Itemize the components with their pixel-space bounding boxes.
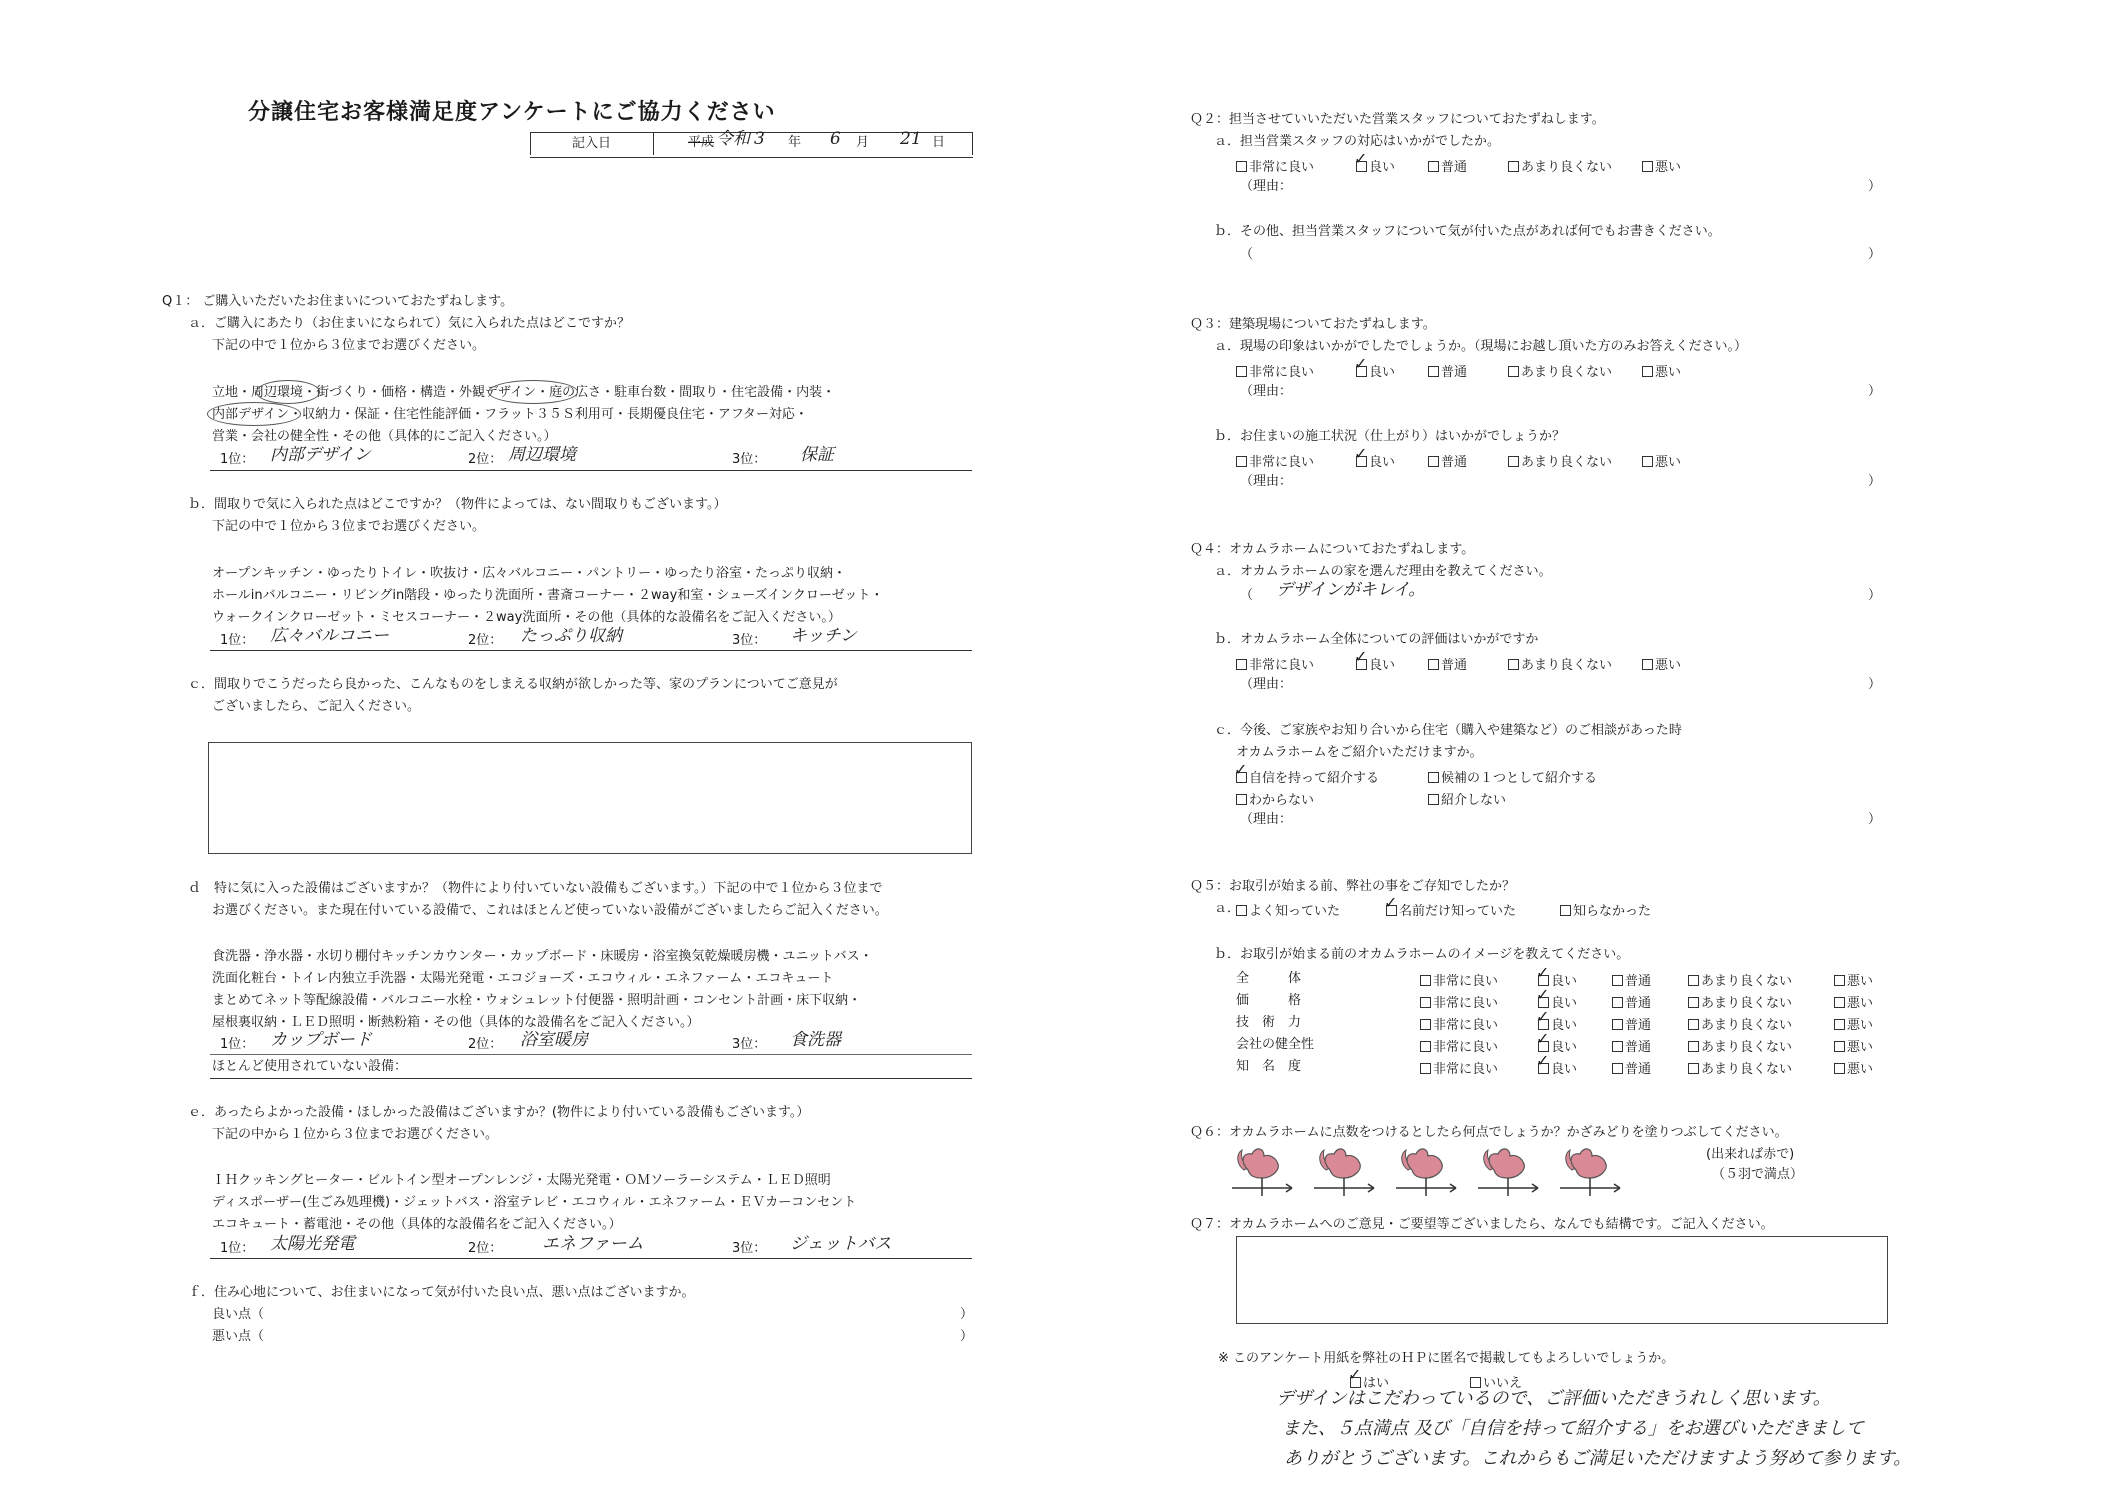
q2b-open: （ <box>1240 247 1254 262</box>
staff-comment-1: デザインはこだわっているので、ご評価いただきうれしく思います。 <box>1276 1388 1831 1409</box>
q1b-rank3-label: 3位： <box>732 633 767 648</box>
q1a-options-3: 営業・会社の健全性・その他（具体的にご記入ください。） <box>212 429 557 444</box>
check-mark: ✓ <box>1384 893 1398 912</box>
q1d-rank2-label: 2位： <box>468 1037 503 1052</box>
rating-option[interactable]: あまり良くない <box>1688 1014 1792 1033</box>
q1a-options-2: 内部デザイン・収納力・保証・住宅性能評価・フラット３５Ｓ利用可・長期優良住宅・アフター対応・ <box>212 407 808 422</box>
q4b-reason-close: ） <box>1868 677 1882 692</box>
q1d-rank3: 食洗器 <box>790 1030 841 1050</box>
rating-option[interactable]: 悪い <box>1834 1014 1873 1033</box>
rating-option[interactable]: 普通 <box>1612 1036 1651 1055</box>
rating-option[interactable]: 良い <box>1538 970 1577 989</box>
date-year: 3 <box>754 129 765 149</box>
q1d-options-1: 食洗器・浄水器・水切り棚付キッチンカウンター・カップボード・床暖房・浴室換気乾燥暖房機・ユニットバス・ <box>212 949 873 964</box>
q1e-options-2: ディスポーザー(生ごみ処理機)・ジェットバス・浴室テレビ・エコウィル・エネファーム・ＥＶカーコンセント <box>212 1195 857 1210</box>
q4c-reason: （理由： <box>1240 812 1293 827</box>
rating-option[interactable]: 悪い <box>1834 992 1873 1011</box>
circle-mark <box>488 380 578 404</box>
q2b-question: ｂ．その他、担当営業スタッフについて気が付いた点があれば何でもお書きください。 <box>1214 224 1721 239</box>
q1c-answer-box[interactable] <box>208 742 972 854</box>
q4b-question: ｂ．オカムラホーム全体についての評価はいかがですか <box>1214 632 1539 647</box>
date-era-written: 令和 <box>716 129 750 149</box>
check-mark: ✓ <box>1354 647 1368 666</box>
q5a-label: ａ． <box>1214 901 1241 916</box>
check-mark: ✓ <box>1354 149 1368 168</box>
date-day: 21 <box>900 129 922 149</box>
circle-mark <box>256 380 320 404</box>
q3b-reason: （理由： <box>1240 474 1293 489</box>
rooster-icon[interactable] <box>1560 1149 1620 1196</box>
q4a-open: （ <box>1240 588 1254 603</box>
q1b-options-1: オープンキッチン・ゆったりトイレ・吹抜け・広々バルコニー・パントリー・ゆったり浴室・たっぷり収納・ <box>212 566 847 581</box>
q1b-rank3: キッチン <box>790 626 857 646</box>
check-mark: ✓ <box>1354 354 1368 373</box>
hp-opt-yes[interactable]: はい <box>1350 1372 1389 1391</box>
rating-option[interactable]: 非常に良い <box>1420 1014 1498 1033</box>
q2a-question: ａ．担当営業スタッフの対応はいかがでしたか。 <box>1214 134 1501 149</box>
rating-option[interactable]: 良い <box>1356 361 1395 380</box>
q1a-rank1: 内部デザイン <box>270 445 371 465</box>
rating-option[interactable]: 良い <box>1356 451 1395 470</box>
date-label: 記入日 <box>572 136 612 151</box>
date-era-printed: 平成 <box>688 135 715 150</box>
page-title: 分譲住宅お客様満足度アンケートにご協力ください <box>248 100 776 125</box>
q5a-opt-name-only[interactable]: 名前だけ知っていた <box>1386 900 1516 919</box>
q4a-close: ） <box>1868 588 1882 603</box>
q1a-rank1-label: 1位： <box>220 452 255 467</box>
q1c-question-2: ございましたら、ご記入ください。 <box>212 699 421 714</box>
rooster-icon[interactable] <box>1232 1149 1292 1196</box>
rating-option[interactable]: あまり良くない <box>1508 451 1612 470</box>
q4c-opt-unknown[interactable]: わからない <box>1236 789 1314 808</box>
q1d-options-3: まとめてネット等配線設備・バルコニー水栓・ウォシュレット付便器・照明計画・コンセント計画・床下収納・ <box>212 993 862 1008</box>
q1d-rank2: 浴室暖房 <box>520 1030 588 1050</box>
q1e-options-3: エコキュート・蓄電池・その他（具体的な設備名をご記入ください。） <box>212 1217 622 1232</box>
q1e-rank1-label: 1位： <box>220 1241 255 1256</box>
staff-comment-3: ありがとうございます。これからもご満足いただけますよう努めて参ります。 <box>1284 1448 1912 1469</box>
q1e-rank3: ジェットバス <box>790 1234 892 1254</box>
q6-note-1: (出来れば赤で) <box>1706 1147 1795 1162</box>
divider <box>210 1258 972 1259</box>
q4a-question: ａ．オカムラホームの家を選んだ理由を教えてください。 <box>1214 564 1552 579</box>
q5b-row-label: 会社の健全性 <box>1236 1037 1315 1052</box>
check-mark: ✓ <box>1234 760 1248 779</box>
divider <box>210 470 972 471</box>
q1b-options-2: ホールinバルコニー・リビングin階段・ゆったり洗面所・書斎コーナー・２way和室・シューズインクローゼット・ <box>212 588 884 603</box>
q1f-good-close: ） <box>960 1307 974 1322</box>
divider <box>210 1078 972 1079</box>
q1e-options-1: ＩＨクッキングヒーター・ビルトイン型オープンレンジ・太陽光発電・ＯＭソーラーシステム・ＬＥＤ照明 <box>212 1173 831 1188</box>
q2-heading: Ｑ２：担当させていいただいた営業スタッフについておたずねします。 <box>1190 112 1605 127</box>
rooster-icon[interactable] <box>1396 1149 1456 1196</box>
rating-option[interactable]: 非常に良い <box>1236 654 1314 673</box>
rating-option[interactable]: 普通 <box>1428 654 1467 673</box>
q2a-reason-close: ） <box>1868 179 1882 194</box>
q1a-rank2-label: 2位： <box>468 452 503 467</box>
q1d-unused-label: ほとんど使用されていない設備： <box>212 1059 408 1074</box>
divider <box>210 650 972 651</box>
q4c-opt-recommend[interactable]: 自信を持って紹介する <box>1236 767 1379 786</box>
q4a-answer: デザインがキレイ。 <box>1276 580 1426 600</box>
q1f-bad-label: 悪い点（ <box>212 1329 265 1344</box>
q1f-question: ｆ．住み心地について、お住まいになって気が付いた良い点、悪い点はございますか。 <box>188 1285 695 1300</box>
check-mark: ✓ <box>1536 1051 1550 1070</box>
rating-option[interactable]: 非常に良い <box>1420 970 1498 989</box>
q5a-opt-well-known[interactable]: よく知っていた <box>1236 900 1340 919</box>
q1c-question: ｃ．間取りでこうだったら良かった、こんなものをしまえる収納が欲しかった等、家のプランについてご意見が <box>188 677 838 692</box>
q4c-opt-no[interactable]: 紹介しない <box>1428 789 1506 808</box>
q5a-opt-unknown[interactable]: 知らなかった <box>1560 900 1651 919</box>
hp-opt-no[interactable]: いいえ <box>1470 1372 1522 1391</box>
q5-heading: Ｑ５：お取引が始まる前、弊社の事をご存知でしたか？ <box>1190 879 1516 894</box>
q1b-options-3: ウォークインクローゼット・ミセスコーナー・２way洗面所・その他（具体的な設備名をご記入ください。） <box>212 610 841 625</box>
q3a-question: ａ．現場の印象はいかがでしたでしょうか。（現場にお越し頂いた方のみお答えください。） <box>1214 339 1748 354</box>
q2b-close: ） <box>1868 247 1882 262</box>
rating-option[interactable]: 非常に良い <box>1420 1036 1498 1055</box>
rating-option[interactable]: 普通 <box>1612 970 1651 989</box>
divider <box>210 1054 972 1055</box>
q1d-rank1-label: 1位： <box>220 1037 255 1052</box>
q1a-rank2: 周辺環境 <box>508 445 576 465</box>
q1d-options-4: 屋根裏収納・ＬＥＤ照明・断熱粉箱・その他（具体的な設備名をご記入ください。） <box>212 1015 700 1030</box>
rating-option[interactable]: あまり良くない <box>1688 1058 1792 1077</box>
rating-option[interactable]: 良い <box>1356 156 1395 175</box>
rating-option[interactable]: 普通 <box>1428 361 1467 380</box>
q1d-rank1: カップボード <box>270 1030 372 1050</box>
rating-option[interactable]: 悪い <box>1834 970 1873 989</box>
q7-answer-box[interactable] <box>1236 1236 1888 1324</box>
q3b-question: ｂ．お住まいの施工状況（仕上がり）はいかがでしょうか？ <box>1214 429 1566 444</box>
rating-option[interactable]: 悪い <box>1834 1058 1873 1077</box>
rating-option[interactable]: あまり良くない <box>1688 992 1792 1011</box>
q1d-options-2: 洗面化粧台・トイレ内独立手洗器・太陽光発電・エコジョーズ・エコウィル・エネファーム・エコキュート <box>212 971 834 986</box>
q4c-opt-candidate[interactable]: 候補の１つとして紹介する <box>1428 767 1597 786</box>
q1a-question: ａ．ご購入にあたり（お住まいになられて）気に入られた点はどこですか？ <box>188 316 631 331</box>
q1f-bad-close: ） <box>960 1329 974 1344</box>
q1b-rank2: たっぷり収納 <box>520 626 622 646</box>
q1e-rank2-label: 2位： <box>468 1241 503 1256</box>
rating-option[interactable]: あまり良くない <box>1688 1036 1792 1055</box>
q3-heading: Ｑ３：建築現場についておたずねします。 <box>1190 317 1436 332</box>
q1f-good-label: 良い点（ <box>212 1307 265 1322</box>
q4-heading: Ｑ４：オカムラホームについておたずねします。 <box>1190 542 1475 557</box>
rating-option[interactable]: 普通 <box>1612 992 1651 1011</box>
q1e-question: ｅ．あったらよかった設備・ほしかった設備はございますか？(物件により付いている設備もございます。） <box>188 1105 810 1120</box>
check-mark: ✓ <box>1536 963 1550 982</box>
rating-option[interactable]: 悪い <box>1642 654 1681 673</box>
q1a-instruction: 下記の中で１位から３位までお選びください。 <box>212 338 486 353</box>
rating-option[interactable]: 悪い <box>1834 1036 1873 1055</box>
q4c-question: ｃ．今後、ご家族やお知り合いから住宅（購入や建築など）のご相談があった時 <box>1214 723 1682 738</box>
date-year-unit: 年 <box>788 135 802 150</box>
check-mark: ✓ <box>1536 1007 1550 1026</box>
q5b-row-label: 価 格 <box>1236 993 1302 1008</box>
q1b-rank1: 広々バルコニー <box>270 626 389 646</box>
q1b-rank1-label: 1位： <box>220 633 255 648</box>
check-mark: ✓ <box>1536 1029 1550 1048</box>
q1a-options-1: 立地・周辺環境・街づくり・価格・構造・外観デザイン・庭の広さ・駐車台数・間取り・住宅設備・内装・ <box>212 385 836 400</box>
rating-option[interactable]: 非常に良い <box>1236 156 1314 175</box>
q1d-question: ｄ 特に気に入った設備はございますか？（物件により付いていない設備もございます。）下記の中で１位から３位まで <box>188 881 883 896</box>
q1d-question-2: お選びください。また現在付いている設備で、これはほとんど使っていない設備がございましたらご記入ください。 <box>212 903 888 918</box>
q3b-reason-close: ） <box>1868 474 1882 489</box>
q1d-rank3-label: 3位： <box>732 1037 767 1052</box>
rating-option[interactable]: 良い <box>1538 1036 1577 1055</box>
q5b-row-label: 知 名 度 <box>1236 1059 1302 1074</box>
q5b-row-label: 技 術 力 <box>1236 1015 1302 1030</box>
staff-comment-2: また、５点満点 及び「自信を持って紹介する」をお選びいただきまして <box>1282 1418 1864 1439</box>
q2a-reason: （理由： <box>1240 179 1293 194</box>
q7-heading: Ｑ７：オカムラホームへのご意見・ご要望等ございましたら、なんでも結構です。ご記入ください。 <box>1190 1217 1774 1232</box>
rating-option[interactable]: あまり良くない <box>1508 361 1612 380</box>
rating-option[interactable]: 非常に良い <box>1420 992 1498 1011</box>
rating-option[interactable]: 非常に良い <box>1236 451 1314 470</box>
q4c-reason-close: ） <box>1868 812 1882 827</box>
q3a-reason-close: ） <box>1868 384 1882 399</box>
q1-heading: Q１： ご購入いただいたお住まいについておたずねします。 <box>162 294 514 309</box>
date-month: 6 <box>830 129 841 149</box>
rating-option[interactable]: 良い <box>1538 1058 1577 1077</box>
q1a-rank3: 保証 <box>800 445 834 465</box>
date-month-unit: 月 <box>856 135 870 150</box>
rooster-score <box>1230 1140 1650 1200</box>
q3a-reason: （理由： <box>1240 384 1293 399</box>
q1e-instruction: 下記の中から１位から３位までお選びください。 <box>212 1127 499 1142</box>
rating-option[interactable]: あまり良くない <box>1508 156 1612 175</box>
q1a-rank3-label: 3位： <box>732 452 767 467</box>
rooster-icon[interactable] <box>1478 1149 1538 1196</box>
rating-option[interactable]: 良い <box>1538 1014 1577 1033</box>
rating-option[interactable]: 悪い <box>1642 361 1681 380</box>
rating-option[interactable]: 良い <box>1356 654 1395 673</box>
rating-option[interactable]: 普通 <box>1612 1014 1651 1033</box>
rating-option[interactable]: 普通 <box>1428 451 1467 470</box>
q1e-rank1: 太陽光発電 <box>270 1234 355 1254</box>
rating-option[interactable]: 普通 <box>1612 1058 1651 1077</box>
q1e-rank3-label: 3位： <box>732 1241 767 1256</box>
rating-option[interactable]: あまり良くない <box>1688 970 1792 989</box>
q1b-rank2-label: 2位： <box>468 633 503 648</box>
circle-mark <box>207 402 301 426</box>
q5b-question: ｂ．お取引が始まる前のオカムラホームのイメージを教えてください。 <box>1214 947 1630 962</box>
check-mark: ✓ <box>1536 985 1550 1004</box>
rating-option[interactable]: あまり良くない <box>1508 654 1612 673</box>
rating-option[interactable]: 非常に良い <box>1420 1058 1498 1077</box>
q4c-question-2: オカムラホームをご紹介いただけますか。 <box>1236 745 1483 760</box>
q5b-row-label: 全 体 <box>1236 971 1302 986</box>
q1b-question: ｂ．間取りで気に入られた点はどこですか？（物件によっては、ない間取りもございます。） <box>188 497 727 512</box>
rating-option[interactable]: 普通 <box>1428 156 1467 175</box>
q1b-instruction: 下記の中で１位から３位までお選びください。 <box>212 519 486 534</box>
rating-option[interactable]: 非常に良い <box>1236 361 1314 380</box>
date-day-unit: 日 <box>932 135 946 150</box>
q6-heading: Ｑ６：オカムラホームに点数をつけるとしたら何点でしょうか？かざみどりを塗りつぶしてください。 <box>1190 1125 1788 1140</box>
rating-option[interactable]: 良い <box>1538 992 1577 1011</box>
check-mark: ✓ <box>1348 1365 1362 1384</box>
rating-option[interactable]: 悪い <box>1642 156 1681 175</box>
rating-option[interactable]: 悪い <box>1642 451 1681 470</box>
hp-question: ※ このアンケート用紙を弊社のＨＰに匿名で掲載してもよろしいでしょうか。 <box>1218 1351 1675 1366</box>
q1e-rank2: エネファーム <box>542 1234 644 1254</box>
rooster-icon[interactable] <box>1314 1149 1374 1196</box>
q4b-reason: （理由： <box>1240 677 1293 692</box>
check-mark: ✓ <box>1354 444 1368 463</box>
q6-note-2: （５羽で満点） <box>1712 1167 1804 1182</box>
